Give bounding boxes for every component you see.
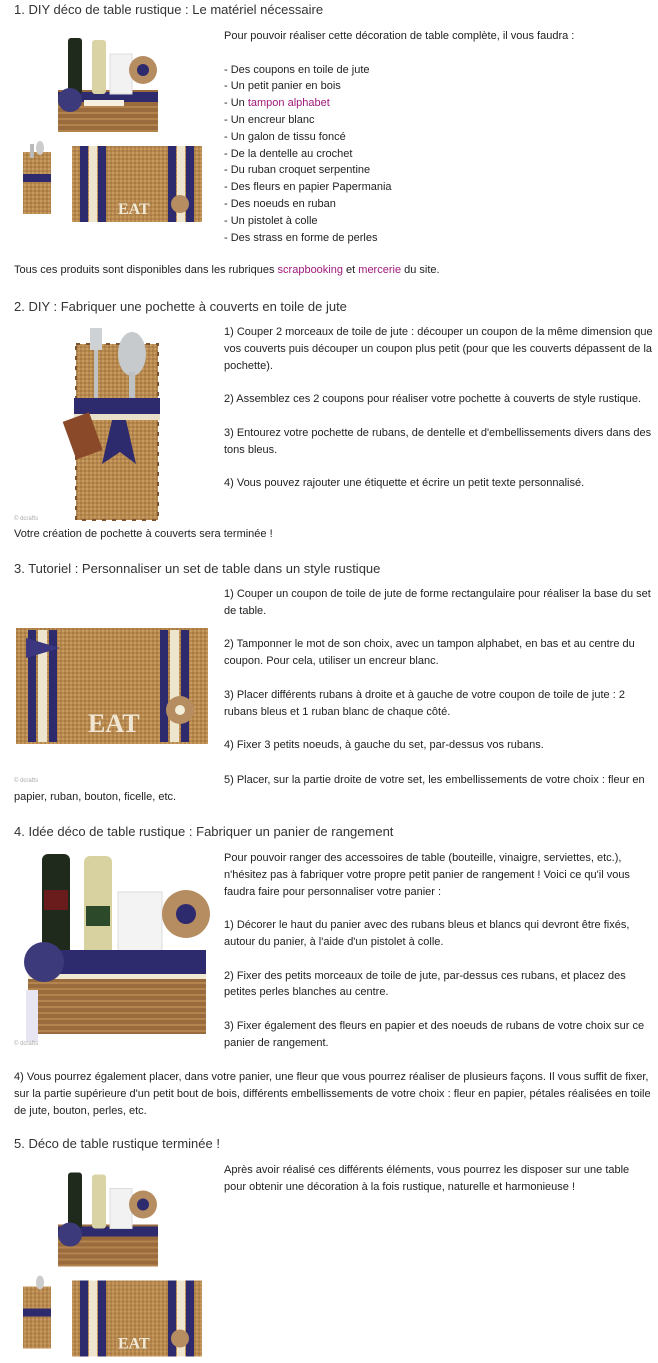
list-item: - Un pistolet à colle xyxy=(224,214,318,227)
section-2-conclusion: Votre création de pochette à couverts sera terminée ! xyxy=(14,528,273,540)
list-item: - Un encreur blanc xyxy=(224,113,315,126)
list-item: - Un galon de tissu foncé xyxy=(224,130,346,143)
materials-intro: Pour pouvoir réaliser cette décoration de table complète, il vous faudra : xyxy=(224,30,575,42)
availability-note xyxy=(14,262,654,279)
section-4-step-4: 4) Vous pourrez également placer, dans votre panier, une fleur que vous pourrez réaliser de plusieurs façons. Il vous suffit de fixer, sur la partie supérieure d'un petit bout de bois, différents embellissements de votre choix : fleur en papier, pétales réalisées en toile de jute, bouton, perles, etc. xyxy=(14,1071,651,1117)
scrapbooking-link[interactable]: scrapbooking xyxy=(277,264,343,276)
list-item-prefix: - Un xyxy=(224,97,248,110)
section-2-title: 2. DIY : Fabriquer une pochette à couverts en toile de jute xyxy=(14,299,347,314)
cutlery-pouch-image xyxy=(62,324,166,522)
svg-text:EAT: EAT xyxy=(118,1335,150,1353)
step-text: 2) Fixer des petits morceaux de toile de jute, par-dessus ces rubans, et placez des petites perles blanches au centre. xyxy=(224,969,626,999)
section-4-title: 4. Idée déco de table rustique : Fabriquer un panier de rangement xyxy=(14,824,394,839)
placemat-stamp-word: EAT xyxy=(88,709,140,738)
section-1-title: 1. DIY déco de table rustique : Le matériel nécessaire xyxy=(14,2,324,17)
section-3-title: 3. Tutoriel : Personnaliser un set de table dans un style rustique xyxy=(14,561,381,576)
step-text: Après avoir réalisé ces différents éléments, vous pourrez les disposer sur une table pour obtenir une décoration à la fois rustique, naturelle et harmonieuse ! xyxy=(224,1164,630,1193)
section-5-text xyxy=(224,1162,654,1196)
availability-post: du site. xyxy=(401,264,440,276)
section-3-steps xyxy=(224,586,654,771)
section-2-steps xyxy=(224,324,654,492)
step-text: Pour pouvoir ranger des accessoires de table (bouteille, vinaigre, serviettes, etc.), n'hésitez pas à fabriquer votre propre petit panier de rangement ! Voici ce qu'il vous faudra faire pour personnaliser votre panier : xyxy=(224,852,630,898)
availability-mid: et xyxy=(342,264,359,276)
image-watermark: © dcrafts xyxy=(14,778,39,784)
finished-decor-image xyxy=(20,1162,210,1358)
mercerie-link[interactable]: mercerie xyxy=(358,264,402,276)
step-text: 1) Décorer le haut du panier avec des rubans bleus et blancs qui devront être fixés, autour du panier, à l'aide d'un pistolet à colle. xyxy=(224,919,630,948)
tampon-alphabet-link[interactable]: tampon alphabet xyxy=(247,97,330,110)
placemat-image xyxy=(14,626,210,748)
svg-text:EAT: EAT xyxy=(118,201,150,218)
section-4-steps xyxy=(224,850,654,1052)
list-item: - Des fleurs en papier Papermania xyxy=(224,181,392,194)
image-watermark: © dcrafts xyxy=(14,1041,39,1047)
step-text: 2) Tamponner le mot de son choix, avec un tampon alphabet, en bas et au centre du coupon. Pour cela, utiliser un encreur blanc. xyxy=(224,638,635,668)
step-text: 3) Placer différents rubans à droite et à gauche de votre coupon de toile de jute : 2 rubans bleus et 1 ruban blanc de chaque côté. xyxy=(224,688,625,718)
step-text: 5) Placer, sur la partie droite de votre set, les embellissements de votre choix : fleur en papier, ruban, bouton, ficelle, etc. xyxy=(14,774,645,803)
step-text: 1) Couper 2 morceaux de toile de jute : découper un coupon de la même dimension que vos couverts puis découper un coupon plus petit (pour que les couverts dépassent de la pochette). xyxy=(224,326,653,372)
section-3-step-5 xyxy=(14,772,654,806)
step-text: 1) Couper un coupon de toile de jute de forme rectangulaire pour réaliser la base du set de table. xyxy=(224,588,651,617)
list-item: - Des strass en forme de perles xyxy=(224,231,378,244)
step-text: 3) Fixer également des fleurs en papier et des noeuds de rubans de votre choix sur ce panier de rangement. xyxy=(224,1019,645,1049)
step-text: 4) Vous pouvez rajouter une étiquette et écrire un petit texte personnalisé. xyxy=(224,477,585,490)
list-item: - De la dentelle au crochet xyxy=(224,147,353,160)
list-item: - Des noeuds en ruban xyxy=(224,197,336,210)
step-text: 4) Fixer 3 petits noeuds, à gauche du set, par-dessus vos rubans. xyxy=(224,739,544,752)
section-1-materials xyxy=(224,28,654,246)
step-text: 2) Assemblez ces 2 coupons pour réaliser votre pochette à couverts de style rustique. xyxy=(224,393,641,406)
step-text: 3) Entourez votre pochette de rubans, de dentelle et d'embellissements divers dans des tons bleus. xyxy=(224,426,652,456)
availability-pre: Tous ces produits sont disponibles dans les rubriques xyxy=(14,264,278,276)
table-decor-set-image xyxy=(20,28,210,223)
list-item xyxy=(224,95,654,112)
list-item: - Du ruban croquet serpentine xyxy=(224,164,371,177)
image-watermark: © dcrafts xyxy=(14,516,39,522)
list-item: - Des coupons en toile de jute xyxy=(224,63,370,76)
section-5-title: 5. Déco de table rustique terminée ! xyxy=(14,1136,220,1151)
list-item: - Un petit panier en bois xyxy=(224,80,341,93)
storage-basket-image xyxy=(14,850,212,1046)
